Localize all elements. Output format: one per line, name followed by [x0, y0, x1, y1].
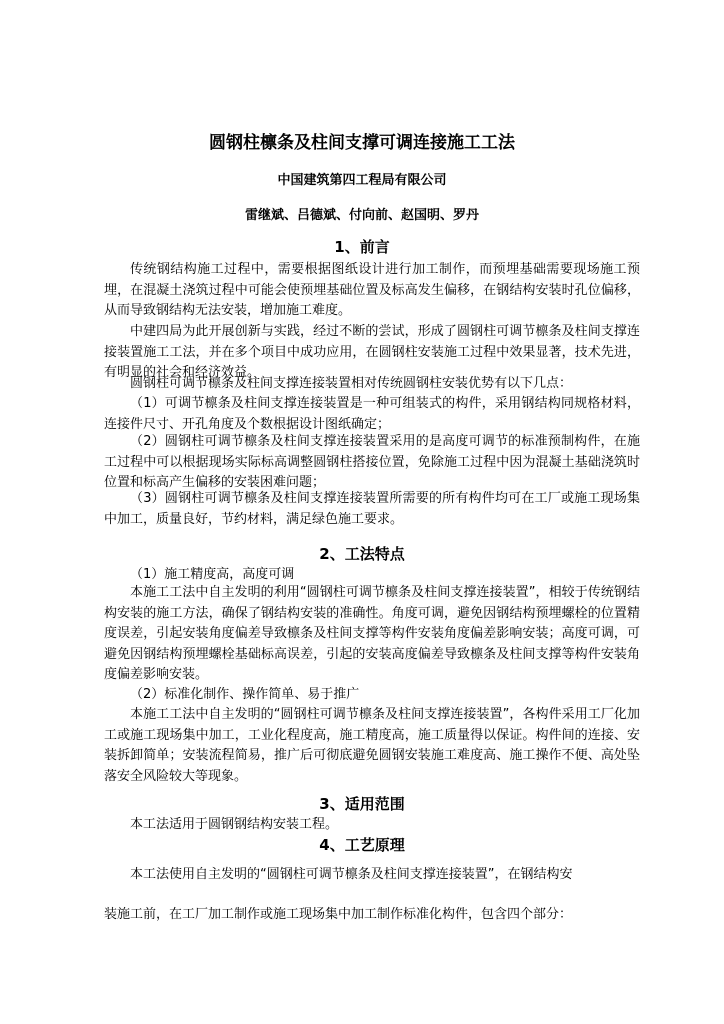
paragraph: 装施工前，在工厂加工制作或施工现场集中加工制作标准化构件，包含四个部分： — [104, 907, 573, 922]
paragraph: （1）可调节檩条及柱间支撑连接装置是一种可组装式的构件，采用钢结构同规格材料，连接件尺寸、开孔角度及个数根据设计图纸确定； — [104, 396, 640, 432]
paragraph: 本施工工法中自主发明的“圆钢柱可调节檩条及柱间支撑连接装置”，各构件采用工厂化加工或施工现场集中加工，工业化程度高，施工精度高，施工质量得以保证。构件间的连接、安装拆卸简单；安装流程简易，推广后可彻底避免圆钢安装施工难度高、施工操作不便、高处坠落安全风险较大等现象。 — [104, 707, 640, 784]
paragraph: （2）标准化制作、操作简单、易于推广 — [130, 687, 360, 702]
company-name: 中国建筑第四工程局有限公司 — [277, 173, 447, 188]
section-heading-features: 2、工法特点 — [319, 545, 405, 563]
paragraph: 圆钢柱可调节檩条及柱间支撑连接装置相对传统圆钢柱安装优势有以下几点： — [130, 376, 573, 391]
paragraph: 本工法适用于圆钢钢结构安装工程。 — [130, 817, 339, 832]
paragraph: 传统钢结构施工过程中，需要根据图纸设计进行加工制作，而预埋基础需要现场施工预埋，在混凝土浇筑过程中可能会使预埋基础位置及标高发生偏移，在钢结构安装时孔位偏移，从而导致钢结构无法安装，增加施工难度。 — [104, 262, 640, 319]
paragraph: 本施工工法中自主发明的利用“圆钢柱可调节檩条及柱间支撑连接装置”，相较于传统钢结构安装的施工方法，确保了钢结构安装的准确性。角度可调，避免因钢结构预埋螺栓的位置精度误差，引起安装角度偏差导致檩条及柱间支撑等构件安装角度偏差影响安装；高度可调，可避免因钢结构预埋螺栓基础标高误差，引起的安装高度偏差导致檩条及柱间支撑等构件安装角度偏差影响安装。 — [104, 585, 640, 683]
section-heading-principle: 4、工艺原理 — [319, 836, 405, 854]
section-heading-scope: 3、适用范围 — [319, 795, 405, 813]
paragraph: （1）施工精度高，高度可调 — [130, 567, 295, 582]
paragraph: 本工法使用自主发明的“圆钢柱可调节檩条及柱间支撑连接装置”，在钢结构安 — [130, 867, 573, 882]
section-heading-preface: 1、前言 — [334, 238, 390, 256]
paragraph: 中建四局为此开展创新与实践，经过不断的尝试，形成了圆钢柱可调节檩条及柱间支撑连接装置施工工法，并在多个项目中成功应用，在圆钢柱安装施工过程中效果显著，技术先进，有明显的社会和经济效益。 — [104, 324, 640, 381]
author-list: 雷继斌、吕德斌、付向前、赵国明、罗丹 — [244, 208, 479, 223]
paragraph: （3）圆钢柱可调节檩条及柱间支撑连接装置所需要的所有构件均可在工厂或施工现场集中加工，质量良好，节约材料，满足绿色施工要求。 — [104, 491, 640, 527]
document-title: 圆钢柱檩条及柱间支撑可调连接施工工法 — [209, 133, 515, 153]
paragraph: （2）圆钢柱可调节檩条及柱间支撑连接装置采用的是高度可调节的标准预制构件，在施工过程中可以根据现场实际标高调整圆钢柱搭接位置，免除施工过程中因为混凝土基础浇筑时位置和标高产生偏移的安装困难问题； — [104, 434, 640, 491]
